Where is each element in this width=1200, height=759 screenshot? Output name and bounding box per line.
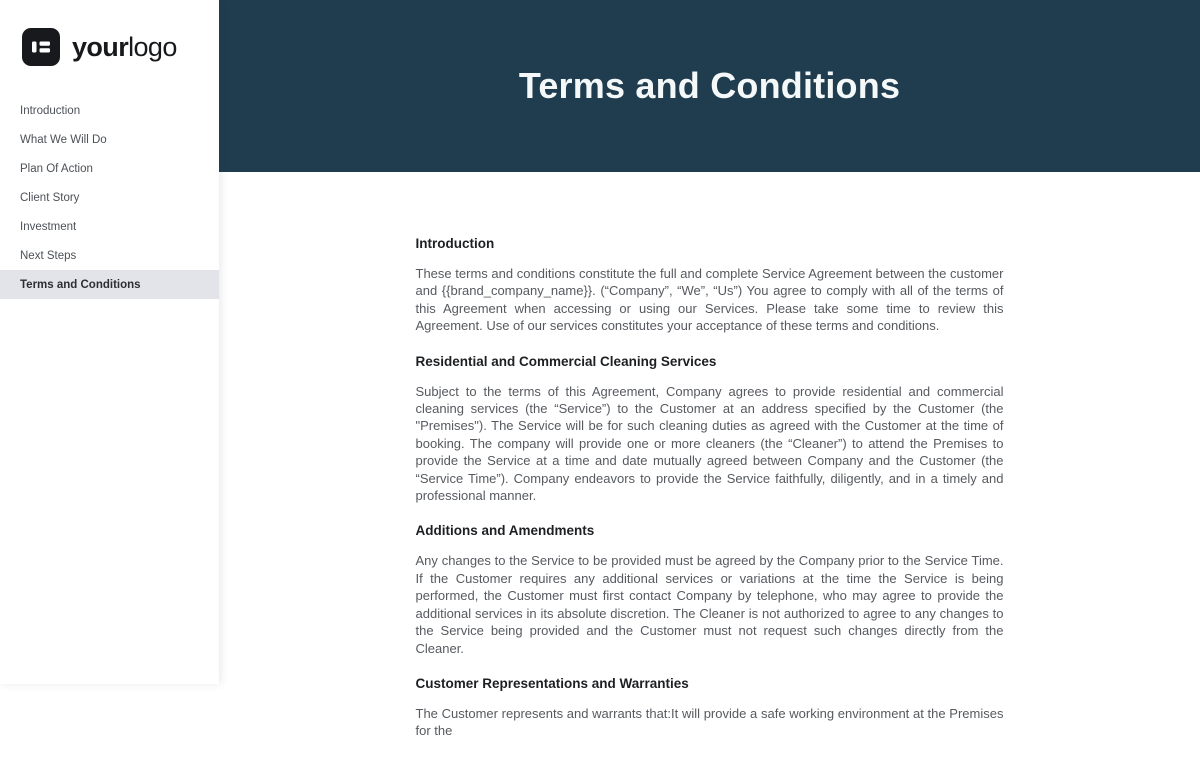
section-heading: Customer Representations and Warranties (415, 675, 689, 691)
section-paragraph: Subject to the terms of this Agreement, Company agrees to provide residential and commercial cleaning services (the “Service”) to the Customer at an address specified by the Customer (the "Premises"). The Service will be for such cleaning duties as agreed with the Customer at the time of booking. The company will provide one or more cleaners (the “Cleaner”) to attend the Premises to provide the Service at a time and date mutually agreed between Company and the Customer (the “Service Time”). Company endeavors to provide the Service faithfully, diligently, and in a timely and professional manner. (415, 383, 1004, 504)
document-body (416, 172, 1004, 759)
sidebar-item-plan-of-action[interactable]: Plan Of Action (20, 162, 93, 175)
logo-text (72, 31, 177, 62)
logo-icon (22, 28, 60, 66)
page-header (219, 0, 1200, 172)
page-title: Terms and Conditions (518, 65, 901, 106)
sidebar-item-investment[interactable]: Investment (20, 220, 77, 233)
sidebar-item-terms-and-conditions[interactable]: Terms and Conditions (0, 270, 219, 299)
doc-section-customer-warranties (416, 676, 1004, 740)
sidebar-item-what-we-will-do[interactable]: What We Will Do (20, 133, 107, 146)
logo-text-regular: logo (128, 31, 177, 62)
sidebar-item-introduction[interactable]: Introduction (20, 104, 81, 117)
sidebar (0, 0, 219, 684)
doc-section-cleaning-services (416, 354, 1004, 505)
brand-logo (0, 28, 219, 66)
section-heading: Residential and Commercial Cleaning Services (415, 353, 717, 369)
logo-text-bold: your (72, 31, 129, 62)
section-paragraph: Any changes to the Service to be provided must be agreed by the Company prior to the Service Time. If the Customer requires any additional services or variations at the time the Service is being performed, the Customer must first contact Company by telephone, who may agree to provide the additional services in its absolute discretion. The Cleaner is not authorized to agree to any changes to the Service being provided and the Customer must not request such changes directly from the Cleaner. (415, 553, 1004, 656)
section-heading: Introduction (415, 236, 495, 251)
doc-section-additions-amendments (416, 523, 1004, 656)
sidebar-nav (0, 96, 219, 299)
section-paragraph: These terms and conditions constitute the full and complete Service Agreement between the customer and {{brand_company_name}}. (“Company”, “We”, “Us”) You agree to comply with all of the terms of this Agreement when accessing or using our Services. Please take some time to review this Agreement. Use of our services constitutes your acceptance of these terms and conditions. (415, 266, 1004, 334)
sidebar-item-client-story[interactable]: Client Story (20, 191, 80, 204)
section-heading: Additions and Amendments (415, 523, 595, 539)
section-paragraph: The Customer represents and warrants that:It will provide a safe working environment at the Premises for the (415, 705, 1004, 739)
sidebar-item-next-steps[interactable]: Next Steps (20, 249, 77, 262)
doc-section-introduction (416, 236, 1004, 335)
main-content (219, 0, 1200, 739)
